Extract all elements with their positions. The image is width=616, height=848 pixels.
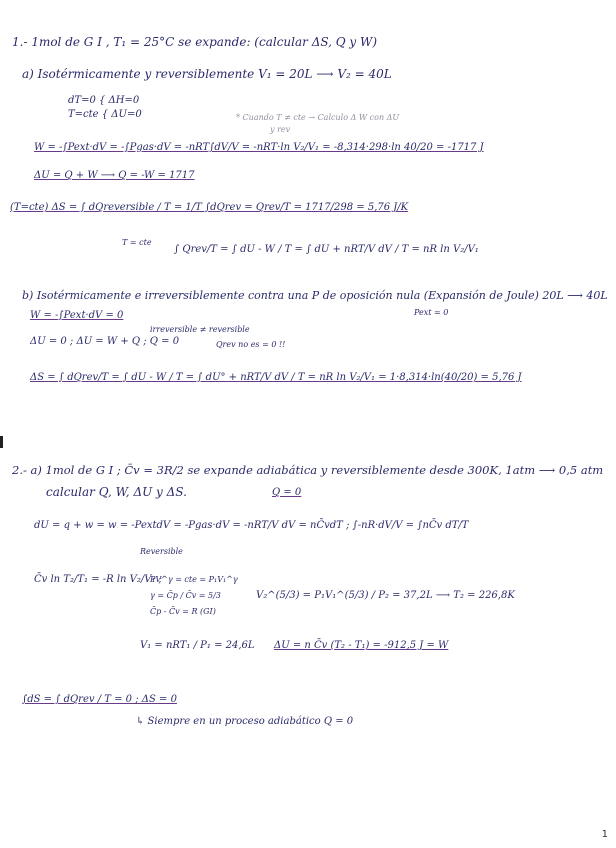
part-a-t-constant: T = cte — [122, 238, 152, 247]
part-b-pext: Pext = 0 — [414, 308, 449, 317]
part-b-entropy-text: ΔS = ∫ dQrev/T = ∫ dU - W / T = ∫ dU° + nRT/V dV / T = nR ln V₂/V₁ = 1·8,314·ln(40/20) = 5,76 J — [30, 372, 522, 383]
problem-2-q-zero-text: Q = 0 — [272, 487, 302, 498]
part-b-entropy — [30, 372, 522, 384]
part-b-irreversible-note: irreversible ≠ reversible — [150, 325, 250, 334]
part-b-heading: b) Isotérmicamente e irreversiblemente contra una P de oposición nula (Expansión de Joule) 20L ⟶ 40L — [22, 289, 608, 302]
problem-2-du2-text: ΔU = n C̄v (T₂ - T₁) = -912,5 J = W — [274, 640, 449, 651]
part-b-work — [30, 310, 123, 322]
part-a-energy-equation — [34, 170, 195, 182]
problem-2-calc: calcular Q, W, ΔU y ΔS. — [46, 485, 187, 499]
problem-2-pv-3: C̄p - C̄v = R (GI) — [150, 607, 216, 616]
problem-2-cv-ln: C̄v ln T₂/T₁ = -R ln V₂/V₁ ; — [34, 574, 163, 585]
problem-1-title: 1.- 1mol de G I , T₁ = 25°C se expande: (calcular ΔS, Q y W) — [12, 35, 378, 49]
problem-2-du2 — [274, 640, 448, 652]
problem-2-adiabatic-note: ↳ Siempre en un proceso adiabático Q = 0 — [136, 716, 354, 727]
problem-2-q-zero — [272, 487, 301, 499]
part-a-pencil-note: * Cuando T ≠ cte → Calculo Δ W con ΔU — [236, 113, 400, 122]
problem-2-title: 2.- a) 1mol de G I ; C̄v = 3R/2 se expande adiabática y reversiblemente desde 300K, 1atm ⟶ 0,5 atm — [12, 463, 604, 477]
part-a-entropy-text: (T=cte) ΔS = ∫ dQreversible / T = 1/T ∫dQrev = Qrev/T = 1717/298 = 5,76 J/K — [10, 202, 409, 213]
problem-2-v1: V₁ = nRT₁ / P₁ = 24,6L — [140, 640, 255, 651]
part-a-condition-2: T=cte { ΔU=0 — [68, 109, 142, 120]
part-b-energy: ΔU = 0 ; ΔU = W + Q ; Q = 0 — [30, 336, 180, 347]
problem-2-v2: V₂^(5/3) = P₁V₁^(5/3) / P₂ = 37,2L ⟶ T₂ = 226,8K — [256, 590, 515, 601]
problem-2-reversible: Reversible — [140, 547, 183, 556]
part-a-work-equation — [34, 142, 484, 154]
part-a-work-text: W = -∫Pext·dV = -∫Pgas·dV = -nRT∫dV/V = -nRT·ln V₂/V₁ = -8,314·298·ln 40/20 = -1717 J — [34, 142, 484, 153]
part-b-work-text: W = -∫Pext·dV = 0 — [30, 310, 124, 321]
problem-2-ds-text: ∫dS = ∫ dQrev / T = 0 ; ΔS = 0 — [22, 694, 177, 705]
problem-2-ds — [22, 694, 177, 706]
page-number: 1 — [601, 829, 608, 840]
problem-2-du-equation: dU = q + w = w = -PextdV = -Pgas·dV = -nRT/V dV = nC̄vdT ; ∫-nR·dV/V = ∫nC̄v dT/T — [34, 520, 469, 531]
part-a-entropy-derivation: ∫ Qrev/T = ∫ dU - W / T = ∫ dU + nRT/V dV / T = nR ln V₂/V₁ — [174, 244, 479, 255]
part-b-qrev-note: Qrev no es = 0 !! — [216, 340, 286, 349]
part-a-entropy-equation — [10, 202, 408, 214]
part-a-condition-1: dT=0 { ΔH=0 — [68, 95, 140, 106]
problem-2-pv-1: PV^γ = cte = P₁V₁^γ — [150, 575, 238, 584]
part-a-heading: a) Isotérmicamente y reversiblemente V₁ = 20L ⟶ V₂ = 40L — [22, 67, 392, 81]
problem-2-pv-2: γ = C̄p / C̄v = 5/3 — [150, 591, 221, 600]
part-a-pencil-note-2: y rev — [270, 125, 291, 134]
margin-mark — [0, 436, 3, 448]
part-a-energy-text: ΔU = Q + W ⟶ Q = -W = 1717 — [34, 170, 195, 181]
